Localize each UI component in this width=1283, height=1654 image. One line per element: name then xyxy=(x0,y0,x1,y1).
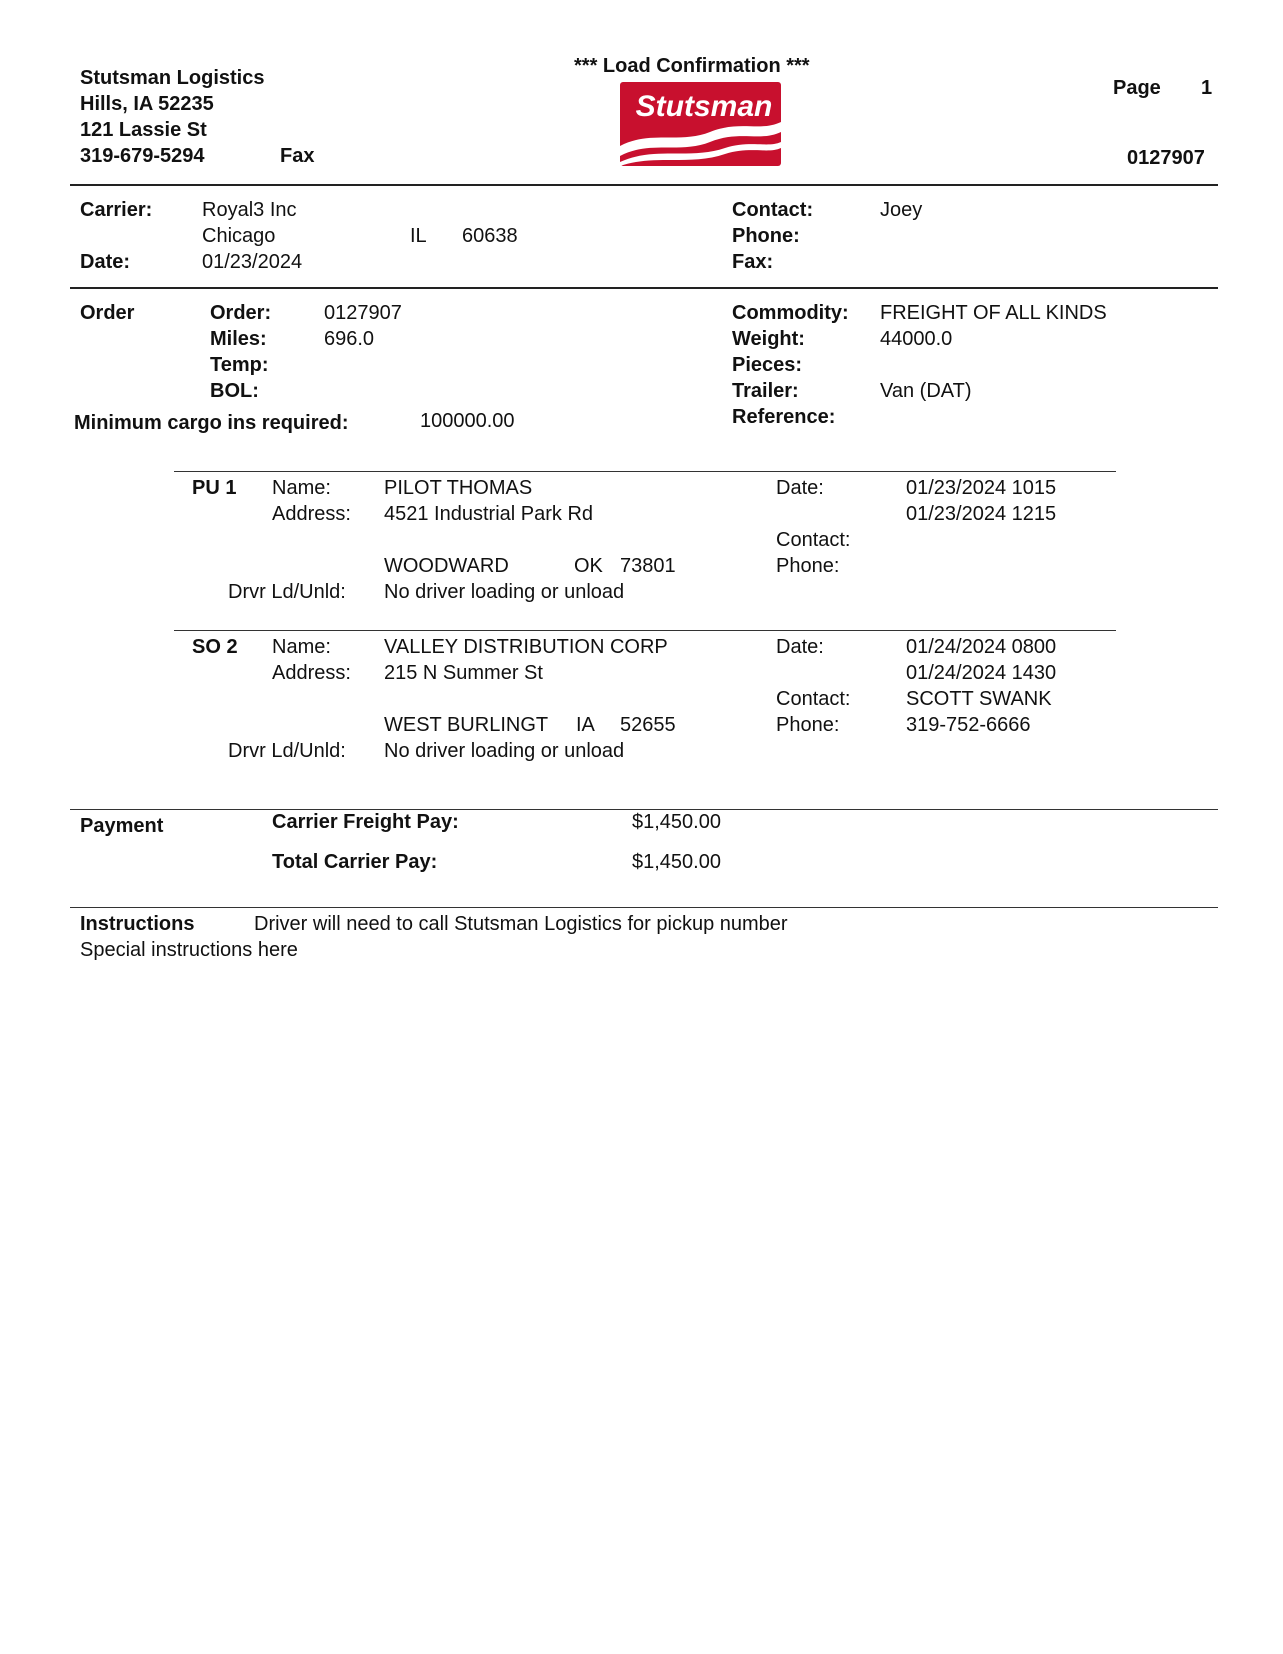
stop-address-label: Address: xyxy=(272,662,351,684)
header-divider xyxy=(70,184,1218,186)
stop-date-label: Date: xyxy=(776,636,824,658)
stop-phone-label: Phone: xyxy=(776,714,840,736)
carrier-zip: 60638 xyxy=(462,225,518,247)
company-street: 121 Lassie St xyxy=(80,119,207,141)
carrier-contact: Joey xyxy=(880,199,923,221)
order-section-label: Order xyxy=(80,302,135,324)
stop-name-label: Name: xyxy=(272,636,331,658)
stop-date-to: 01/24/2024 1430 xyxy=(906,662,1057,684)
instructions-label: Instructions xyxy=(80,913,195,935)
instructions-divider xyxy=(70,907,1218,908)
temp-label: Temp: xyxy=(210,354,269,376)
min-cargo-value: 100000.00 xyxy=(420,410,515,432)
logo-wordmark: Stutsman xyxy=(635,90,773,123)
stop-name: PILOT THOMAS xyxy=(384,477,533,499)
order-number-label: Order: xyxy=(210,302,272,324)
stop-contact: SCOTT SWANK xyxy=(906,688,1052,710)
carrier-state: IL xyxy=(410,225,427,247)
stop-contact-label: Contact: xyxy=(776,529,851,551)
stop-date-from: 01/23/2024 1015 xyxy=(906,477,1057,499)
page-number: 1 xyxy=(1201,77,1213,99)
stop-driver-label: Drvr Ld/Unld: xyxy=(228,740,346,762)
stop-divider xyxy=(174,471,1116,472)
company-name: Stutsman Logistics xyxy=(80,67,265,89)
stop-zip: 52655 xyxy=(620,714,676,736)
stop-phone-label: Phone: xyxy=(776,555,840,577)
carrier-label: Carrier: xyxy=(80,199,153,221)
stop-label: PU 1 xyxy=(192,477,237,499)
total-pay-label: Total Carrier Pay: xyxy=(272,851,438,873)
min-cargo-label: Minimum cargo ins required: xyxy=(74,412,349,434)
stop-label: SO 2 xyxy=(192,636,238,658)
stop-date-label: Date: xyxy=(776,477,824,499)
stop-phone: 319-752-6666 xyxy=(906,714,1031,736)
carrier-contact-label: Contact: xyxy=(732,199,814,221)
total-pay-value: $1,450.00 xyxy=(632,851,721,873)
carrier-fax-label: Fax: xyxy=(732,251,774,273)
stop-address: 4521 Industrial Park Rd xyxy=(384,503,594,525)
stop-name: VALLEY DISTRIBUTION CORP xyxy=(384,636,668,658)
stop-date-from: 01/24/2024 0800 xyxy=(906,636,1057,658)
commodity-label: Commodity: xyxy=(732,302,849,324)
stop-city: WEST BURLINGT xyxy=(384,714,549,736)
commodity-value: FREIGHT OF ALL KINDS xyxy=(880,302,1107,324)
document-title: *** Load Confirmation *** xyxy=(574,55,810,77)
stop-contact-label: Contact: xyxy=(776,688,851,710)
stop-address: 215 N Summer St xyxy=(384,662,543,684)
bol-label: BOL: xyxy=(210,380,259,402)
order-number: 0127907 xyxy=(324,302,402,324)
stop-driver: No driver loading or unload xyxy=(384,740,625,762)
weight-value: 44000.0 xyxy=(880,328,953,350)
reference-label: Reference: xyxy=(732,406,836,428)
page-label: Page xyxy=(1113,77,1161,99)
instructions-text: Driver will need to call Stutsman Logistics for pickup number xyxy=(254,913,788,935)
stop-name-label: Name: xyxy=(272,477,331,499)
freight-pay-label: Carrier Freight Pay: xyxy=(272,811,459,833)
carrier-phone-label: Phone: xyxy=(732,225,800,247)
trailer-label: Trailer: xyxy=(732,380,799,402)
trailer-value: Van (DAT) xyxy=(880,380,972,402)
stop-date-to: 01/23/2024 1215 xyxy=(906,503,1057,525)
miles-value: 696.0 xyxy=(324,328,375,350)
company-city-state-zip: Hills, IA 52235 xyxy=(80,93,214,115)
special-instructions: Special instructions here xyxy=(80,939,298,961)
carrier-divider xyxy=(70,287,1218,289)
stutsman-logo xyxy=(620,82,781,166)
carrier-city: Chicago xyxy=(202,225,276,247)
load-number: 0127907 xyxy=(1127,147,1205,169)
company-phone: 319-679-5294 xyxy=(80,145,205,167)
weight-label: Weight: xyxy=(732,328,805,350)
carrier-name: Royal3 Inc xyxy=(202,199,297,221)
pieces-label: Pieces: xyxy=(732,354,803,376)
stop-state: IA xyxy=(576,714,595,736)
stop-divider xyxy=(174,630,1116,631)
stop-driver-label: Drvr Ld/Unld: xyxy=(228,581,346,603)
stop-state: OK xyxy=(574,555,603,577)
stop-zip: 73801 xyxy=(620,555,676,577)
miles-label: Miles: xyxy=(210,328,267,350)
payment-section-label: Payment xyxy=(80,815,164,837)
freight-pay-value: $1,450.00 xyxy=(632,811,721,833)
carrier-date: 01/23/2024 xyxy=(202,251,303,273)
carrier-date-label: Date: xyxy=(80,251,131,273)
stop-driver: No driver loading or unload xyxy=(384,581,625,603)
company-fax-label: Fax xyxy=(280,145,315,167)
stop-address-label: Address: xyxy=(272,503,351,525)
stop-city: WOODWARD xyxy=(384,555,509,577)
